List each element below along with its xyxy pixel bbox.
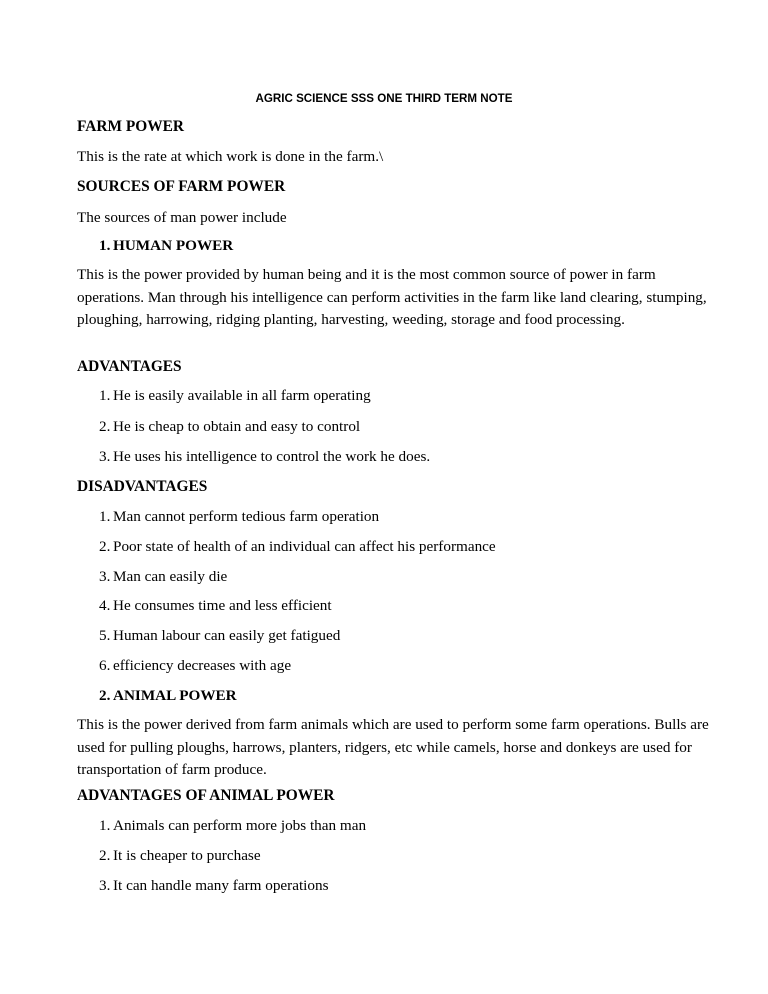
list-item: efficiency decreases with age	[113, 657, 292, 674]
human-power-description: This is the power provided by human being and it is the most common source of power in farm operations. Man through his intelligence can perform activities in the farm like land clearing, stumping, ploughing, harrowing, ridging planting, harvesting, weeding, storage and food processing.	[77, 266, 707, 329]
list-item: It is cheaper to purchase	[113, 847, 261, 864]
list-item: Human labour can easily get fatigued	[113, 627, 341, 644]
heading-human-power: HUMAN POWER	[113, 237, 234, 254]
list-item-number: 2.	[99, 418, 111, 435]
list-item-number: 4.	[99, 597, 111, 614]
list-item: Animals can perform more jobs than man	[113, 817, 367, 834]
list-item: Man can easily die	[113, 568, 228, 585]
list-item-number: 3.	[99, 448, 111, 465]
sources-intro: The sources of man power include	[77, 209, 287, 226]
document-title: AGRIC SCIENCE SSS ONE THIRD TERM NOTE	[255, 92, 513, 105]
animal-power-description: This is the power derived from farm animals which are used to perform some farm operations. Bulls are used for pulling ploughs, harrows, planters, ridgers, etc while camels, horse and donkeys are used for transportation of farm produce.	[77, 716, 709, 779]
list-item-number: 1.	[99, 508, 111, 525]
list-item-number: 1.	[99, 387, 111, 404]
heading-animal-power: ANIMAL POWER	[113, 687, 237, 704]
list-item: He is easily available in all farm operating	[113, 387, 371, 404]
human-power-number: 1.	[99, 237, 111, 254]
list-item-number: 3.	[99, 568, 111, 585]
list-item: It can handle many farm operations	[113, 877, 329, 894]
list-item: Poor state of health of an individual can affect his performance	[113, 538, 496, 555]
animal-power-number: 2.	[99, 687, 111, 704]
list-item: He is cheap to obtain and easy to control	[113, 418, 361, 435]
list-item-number: 2.	[99, 847, 111, 864]
list-item: Man cannot perform tedious farm operation	[113, 508, 380, 525]
list-item: He consumes time and less efficient	[113, 597, 332, 614]
list-item-number: 1.	[99, 817, 111, 834]
heading-human-advantages: ADVANTAGES	[77, 358, 182, 375]
list-item-number: 6.	[99, 657, 111, 674]
heading-sources: SOURCES OF FARM POWER	[77, 178, 286, 195]
list-item-number: 3.	[99, 877, 111, 894]
heading-animal-advantages: ADVANTAGES OF ANIMAL POWER	[77, 787, 335, 804]
list-item-number: 2.	[99, 538, 111, 555]
list-item-number: 5.	[99, 627, 111, 644]
farm-power-definition: This is the rate at which work is done in the farm.\	[77, 148, 384, 165]
list-item: He uses his intelligence to control the work he does.	[113, 448, 431, 465]
heading-farm-power: FARM POWER	[77, 118, 185, 135]
heading-human-disadvantages: DISADVANTAGES	[77, 478, 208, 495]
